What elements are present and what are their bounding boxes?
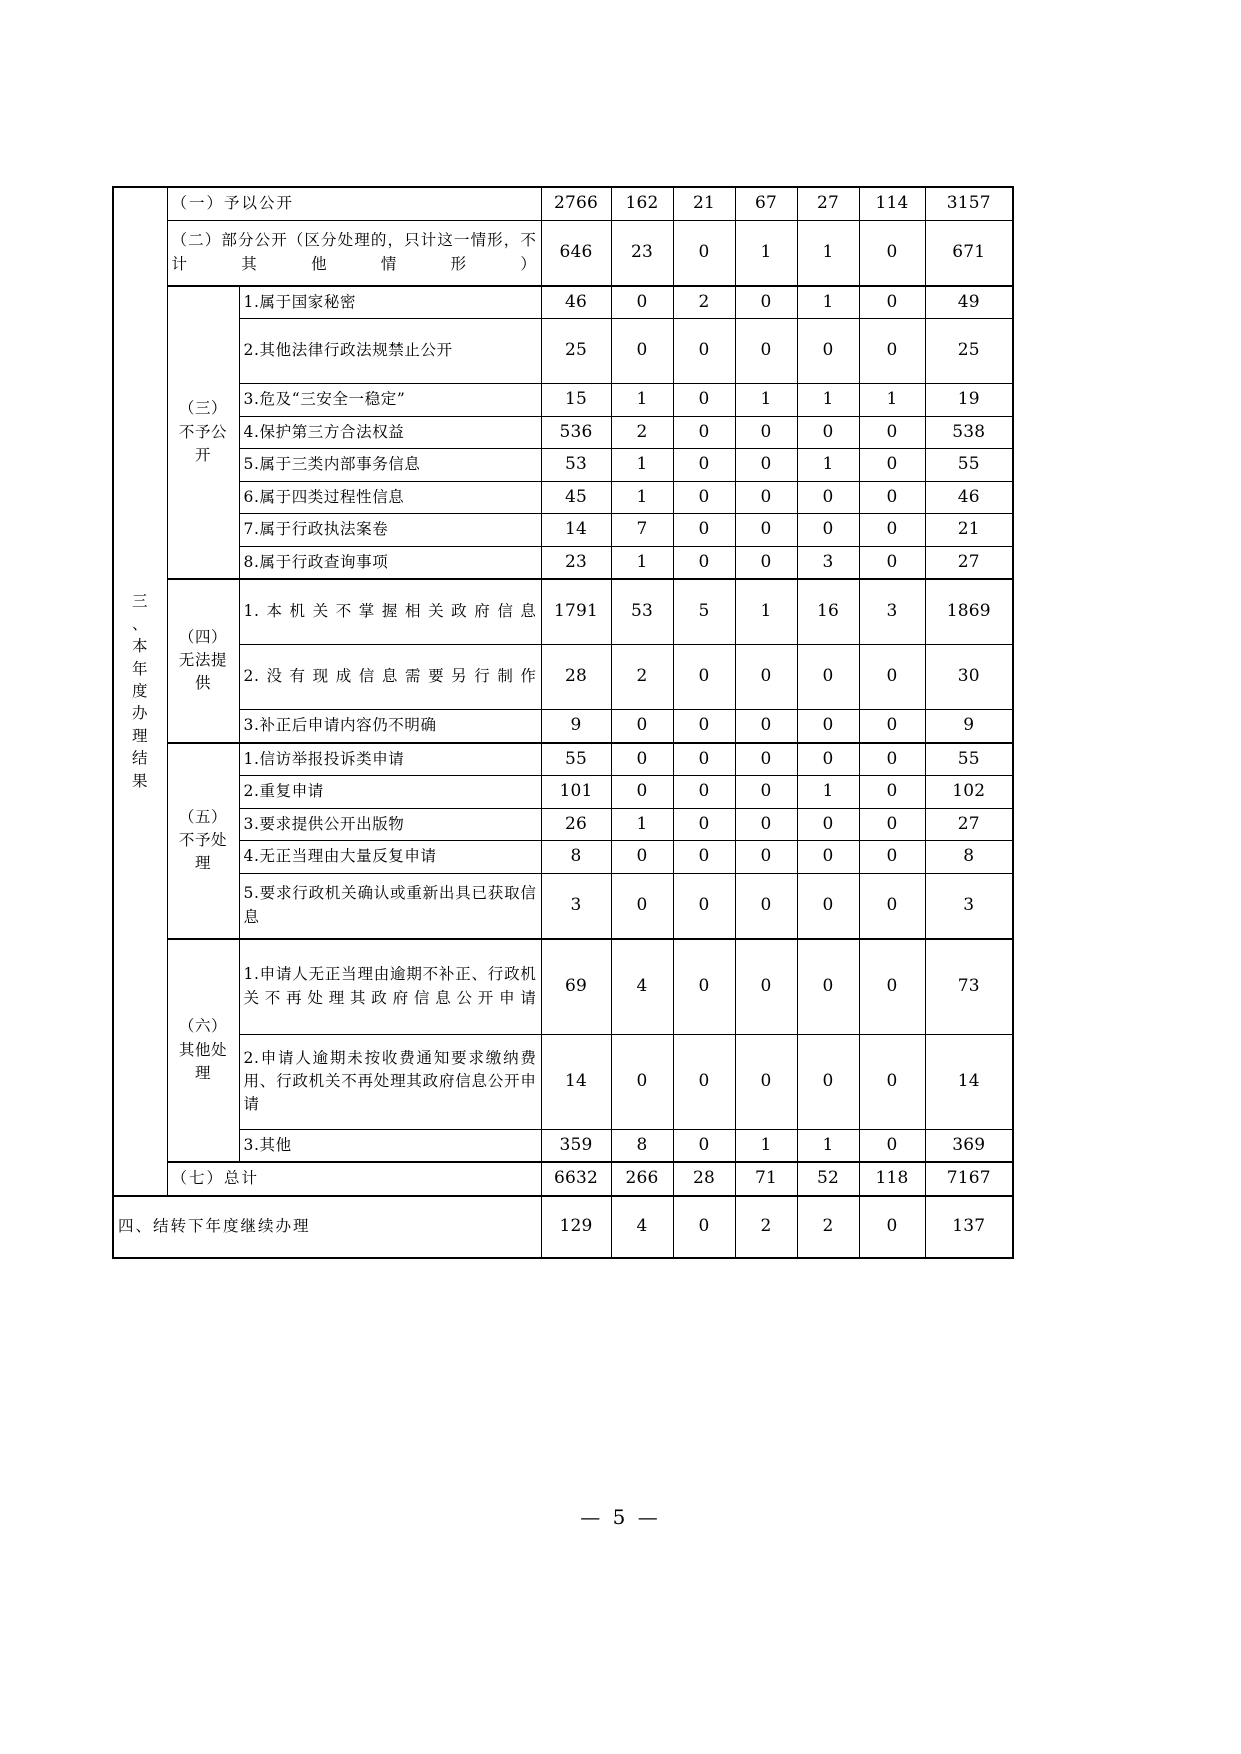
section-three-char-0: 三: [131, 592, 149, 611]
row-label-jiezhuanxianniandu: 四、结转下年度继续办理: [113, 1196, 541, 1258]
group-label-buyugongkai: （三）不予公开: [167, 286, 239, 580]
cell-value: 118: [859, 1162, 925, 1196]
row-label-chaxunshixiang: 8.属于行政查询事项: [239, 546, 541, 579]
table-row: [113, 416, 1013, 449]
cell-value: 2: [611, 416, 673, 449]
group-label-qitachuli: （六）其他处理: [167, 939, 239, 1163]
row-label-qita: 3.其他: [239, 1129, 541, 1162]
section-three-char-7: 结: [131, 749, 149, 768]
cell-value: 1: [735, 384, 797, 417]
cell-value: 0: [797, 319, 859, 384]
cell-value: 9: [541, 710, 611, 743]
cell-value: 0: [797, 743, 859, 776]
cell-value: 536: [541, 416, 611, 449]
cell-value: 1: [797, 384, 859, 417]
section-three-vertical-label: [113, 187, 167, 1196]
row-label-neibushiwu: 5.属于三类内部事务信息: [239, 449, 541, 482]
row-label-yuyigongkai: （一）予以公开: [167, 187, 541, 220]
cell-value: 4: [611, 939, 673, 1035]
cell-value: 0: [611, 710, 673, 743]
cell-value: 162: [611, 187, 673, 220]
cell-value: 67: [735, 187, 797, 220]
cell-value: 0: [735, 1034, 797, 1129]
cell-value: 0: [859, 319, 925, 384]
table-row: [113, 449, 1013, 482]
table-row: [113, 286, 1013, 319]
cell-value: 7167: [925, 1162, 1013, 1196]
cell-value: 8: [925, 841, 1013, 874]
table-row: [113, 514, 1013, 547]
cell-value: 0: [735, 776, 797, 809]
cell-value: 0: [859, 449, 925, 482]
cell-value: 23: [541, 546, 611, 579]
cell-value: 14: [925, 1034, 1013, 1129]
cell-value: 46: [925, 481, 1013, 514]
row-label-disanfang: 4.保护第三方合法权益: [239, 416, 541, 449]
cell-value: 0: [859, 841, 925, 874]
cell-value: 0: [797, 1034, 859, 1129]
table-row: [113, 384, 1013, 417]
table-row: [113, 220, 1013, 286]
cell-value: 45: [541, 481, 611, 514]
cell-value: 1: [611, 481, 673, 514]
table-row: [113, 841, 1013, 874]
cell-value: 26: [541, 808, 611, 841]
cell-value: 27: [925, 546, 1013, 579]
cell-value: 5: [673, 579, 735, 645]
table-row: [113, 808, 1013, 841]
cell-value: 2: [735, 1196, 797, 1258]
cell-value: 1: [859, 384, 925, 417]
cell-value: 21: [673, 187, 735, 220]
row-label-weijiaonafeiyong: 2.申请人逾期未按收费通知要求缴纳费用、行政机关不再处理其政府信息公开申请: [239, 1034, 541, 1129]
row-label-buzhenghoubumingque: 3.补正后申请内容仍不明确: [239, 710, 541, 743]
table-row: [113, 939, 1013, 1035]
cell-value: 0: [673, 220, 735, 286]
cell-value: 27: [797, 187, 859, 220]
cell-value: 0: [859, 1196, 925, 1258]
cell-value: 137: [925, 1196, 1013, 1258]
cell-value: 0: [673, 1196, 735, 1258]
cell-value: 2: [797, 1196, 859, 1258]
table-row: [113, 1034, 1013, 1129]
cell-value: 1: [735, 1129, 797, 1162]
cell-value: 0: [735, 841, 797, 874]
government-information-disclosure-table-wrapper: [112, 186, 1012, 1259]
row-label-yuqibubuzheng: 1.申请人无正当理由逾期不补正、行政机关不再处理其政府信息公开申请: [239, 939, 541, 1035]
cell-value: 0: [611, 743, 673, 776]
cell-value: 0: [859, 514, 925, 547]
cell-value: 2: [611, 645, 673, 710]
cell-value: 1: [797, 1129, 859, 1162]
table-row: [113, 579, 1013, 645]
cell-value: 0: [611, 841, 673, 874]
cell-value: 0: [673, 319, 735, 384]
table-row: [113, 1196, 1013, 1258]
cell-value: 538: [925, 416, 1013, 449]
section-three-char-4: 度: [131, 682, 149, 701]
cell-value: 0: [673, 776, 735, 809]
cell-value: 2: [673, 286, 735, 319]
cell-value: 1: [797, 449, 859, 482]
cell-value: 0: [735, 873, 797, 939]
cell-value: 1: [611, 449, 673, 482]
row-label-falvjinzhi: 2.其他法律行政法规禁止公开: [239, 319, 541, 384]
table-row: [113, 546, 1013, 579]
row-label-lingxingzhizuo: 2.没有现成信息需要另行制作: [239, 645, 541, 710]
cell-value: 0: [797, 481, 859, 514]
row-label-bufengongkai: （二）部分公开（区分处理的，只计这一情形，不计其他情形）: [167, 220, 541, 286]
cell-value: 0: [859, 546, 925, 579]
cell-value: 69: [541, 939, 611, 1035]
cell-value: 0: [611, 776, 673, 809]
cell-value: 27: [925, 808, 1013, 841]
cell-value: 0: [673, 481, 735, 514]
row-label-buzhangwo: 1.本机关不掌握相关政府信息: [239, 579, 541, 645]
table-row: [113, 873, 1013, 939]
row-label-gongkaichubanwu: 3.要求提供公开出版物: [239, 808, 541, 841]
cell-value: 14: [541, 1034, 611, 1129]
cell-value: 1791: [541, 579, 611, 645]
cell-value: 0: [673, 384, 735, 417]
cell-value: 73: [925, 939, 1013, 1035]
cell-value: 0: [673, 1129, 735, 1162]
cell-value: 0: [673, 841, 735, 874]
cell-value: 0: [859, 939, 925, 1035]
cell-value: 28: [541, 645, 611, 710]
cell-value: 0: [611, 873, 673, 939]
cell-value: 0: [673, 416, 735, 449]
cell-value: 0: [611, 286, 673, 319]
table-row: [113, 1129, 1013, 1162]
cell-value: 0: [673, 808, 735, 841]
cell-value: 71: [735, 1162, 797, 1196]
cell-value: 0: [859, 220, 925, 286]
cell-value: 0: [735, 645, 797, 710]
cell-value: 0: [859, 776, 925, 809]
cell-value: 0: [735, 416, 797, 449]
cell-value: 0: [797, 873, 859, 939]
cell-value: 0: [735, 546, 797, 579]
cell-value: 0: [859, 286, 925, 319]
cell-value: 25: [925, 319, 1013, 384]
table-row: [113, 319, 1013, 384]
row-label-sananquan: 3.危及“三安全一稳定”: [239, 384, 541, 417]
cell-value: 0: [859, 1129, 925, 1162]
row-label-querenhuochongxin: 5.要求行政机关确认或重新出具已获取信息: [239, 873, 541, 939]
cell-value: 3: [541, 873, 611, 939]
cell-value: 1: [611, 808, 673, 841]
cell-value: 55: [925, 743, 1013, 776]
cell-value: 0: [611, 1034, 673, 1129]
cell-value: 28: [673, 1162, 735, 1196]
cell-value: 52: [797, 1162, 859, 1196]
row-label-guojiamimi: 1.属于国家秘密: [239, 286, 541, 319]
cell-value: 102: [925, 776, 1013, 809]
government-information-disclosure-table: [112, 186, 1014, 1259]
cell-value: 0: [859, 873, 925, 939]
cell-value: 1: [611, 546, 673, 579]
cell-value: 23: [611, 220, 673, 286]
cell-value: 19: [925, 384, 1013, 417]
cell-value: 55: [925, 449, 1013, 482]
cell-value: 1: [735, 579, 797, 645]
cell-value: 0: [611, 319, 673, 384]
cell-value: 9: [925, 710, 1013, 743]
cell-value: 0: [859, 710, 925, 743]
table-row: [113, 187, 1013, 220]
cell-value: 3: [859, 579, 925, 645]
cell-value: 0: [735, 481, 797, 514]
cell-value: 0: [735, 710, 797, 743]
cell-value: 1869: [925, 579, 1013, 645]
cell-value: 14: [541, 514, 611, 547]
section-three-char-5: 办: [131, 704, 149, 723]
cell-value: 0: [797, 645, 859, 710]
cell-value: 0: [735, 319, 797, 384]
cell-value: 101: [541, 776, 611, 809]
cell-value: 4: [611, 1196, 673, 1258]
cell-value: 8: [541, 841, 611, 874]
cell-value: 0: [673, 449, 735, 482]
row-label-zongji: （七）总计: [167, 1162, 541, 1196]
table-row: [113, 645, 1013, 710]
cell-value: 0: [797, 841, 859, 874]
cell-value: 0: [797, 514, 859, 547]
group-label-wufatigong: （四）无法提供: [167, 579, 239, 743]
row-label-guochengxing: 6.属于四类过程性信息: [239, 481, 541, 514]
cell-value: 0: [673, 546, 735, 579]
row-label-xinfangjubao: 1.信访举报投诉类申请: [239, 743, 541, 776]
cell-value: 16: [797, 579, 859, 645]
row-label-zhifaanjuan: 7.属于行政执法案卷: [239, 514, 541, 547]
cell-value: 25: [541, 319, 611, 384]
cell-value: 2766: [541, 187, 611, 220]
section-three-char-1: 、: [131, 614, 149, 633]
page-number: — 5 —: [580, 1505, 661, 1529]
cell-value: 0: [673, 1034, 735, 1129]
cell-value: 0: [735, 808, 797, 841]
cell-value: 30: [925, 645, 1013, 710]
cell-value: 1: [797, 776, 859, 809]
cell-value: 1: [797, 220, 859, 286]
cell-value: 0: [797, 416, 859, 449]
cell-value: 46: [541, 286, 611, 319]
cell-value: 6632: [541, 1162, 611, 1196]
cell-value: 0: [797, 710, 859, 743]
cell-value: 0: [735, 743, 797, 776]
cell-value: 0: [673, 873, 735, 939]
cell-value: 0: [859, 481, 925, 514]
cell-value: 53: [541, 449, 611, 482]
cell-value: 0: [735, 286, 797, 319]
cell-value: 369: [925, 1129, 1013, 1162]
section-three-char-3: 年: [131, 659, 149, 678]
cell-value: 671: [925, 220, 1013, 286]
cell-value: 49: [925, 286, 1013, 319]
cell-value: 1: [611, 384, 673, 417]
cell-value: 0: [735, 514, 797, 547]
cell-value: 0: [673, 939, 735, 1035]
cell-value: 0: [673, 645, 735, 710]
group-label-buyuchuli: （五）不予处理: [167, 743, 239, 939]
cell-value: 3: [797, 546, 859, 579]
cell-value: 8: [611, 1129, 673, 1162]
cell-value: 0: [859, 645, 925, 710]
cell-value: 0: [859, 1034, 925, 1129]
cell-value: 0: [859, 743, 925, 776]
cell-value: 7: [611, 514, 673, 547]
section-three-char-6: 理: [131, 726, 149, 745]
cell-value: 0: [859, 808, 925, 841]
cell-value: 646: [541, 220, 611, 286]
cell-value: 0: [797, 808, 859, 841]
cell-value: 53: [611, 579, 673, 645]
cell-value: 55: [541, 743, 611, 776]
cell-value: 0: [735, 449, 797, 482]
table-row: [113, 776, 1013, 809]
cell-value: 0: [673, 743, 735, 776]
section-three-char-2: 本: [131, 637, 149, 656]
cell-value: 0: [859, 416, 925, 449]
cell-value: 1: [797, 286, 859, 319]
cell-value: 3157: [925, 187, 1013, 220]
cell-value: 0: [797, 939, 859, 1035]
table-row: [113, 710, 1013, 743]
cell-value: 15: [541, 384, 611, 417]
cell-value: 266: [611, 1162, 673, 1196]
cell-value: 359: [541, 1129, 611, 1162]
row-label-chongfushenqing: 2.重复申请: [239, 776, 541, 809]
cell-value: 3: [925, 873, 1013, 939]
table-row: [113, 743, 1013, 776]
section-three-char-8: 果: [131, 771, 149, 790]
cell-value: 129: [541, 1196, 611, 1258]
cell-value: 0: [673, 514, 735, 547]
table-row: [113, 481, 1013, 514]
row-label-daliangfanfu: 4.无正当理由大量反复申请: [239, 841, 541, 874]
table-row: [113, 1162, 1013, 1196]
cell-value: 21: [925, 514, 1013, 547]
cell-value: 1: [735, 220, 797, 286]
cell-value: 114: [859, 187, 925, 220]
cell-value: 0: [735, 939, 797, 1035]
cell-value: 0: [673, 710, 735, 743]
